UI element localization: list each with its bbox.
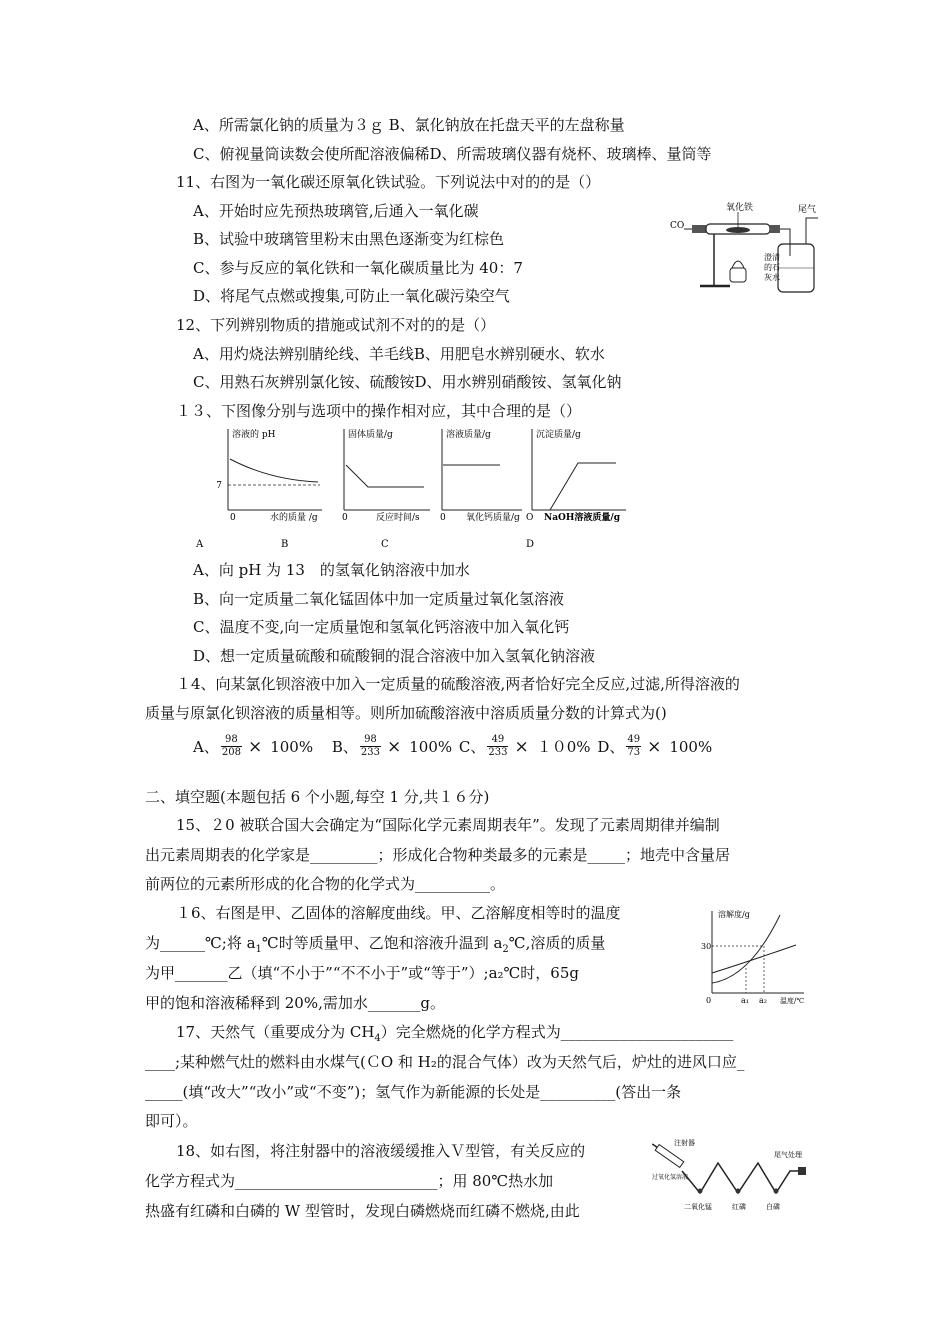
q14-option-c: C、 $\frac{49}{233}$ × １０0% (458, 734, 591, 758)
graph-a-curve (230, 459, 318, 482)
q12-option-cd: C、用熟石灰辨别氯化铵、硫酸铵D、用水辨别硝酸铵、氢氧化钠 (193, 373, 622, 391)
q11-option-a: A、开始时应先预热玻璃管,后通入一氧化碳 (193, 202, 479, 220)
graph-a-ylabel: 溶液的 pH (232, 430, 276, 440)
graph-b-origin: 0 (342, 513, 348, 523)
q13-option-a: A、向 pH 为 13 的氢氧化钠溶液中加水 (193, 561, 470, 579)
q13-option-b: B、向一定质量二氧化锰固体中加一定质量过氧化氢溶液 (193, 590, 565, 608)
q18-line-3: 热盛有红磷和白磷的 W 型管时，发现白磷燃烧而红磷不燃烧,由此 (145, 1202, 580, 1220)
q10-option-cd: C、俯视量筒读数会使所配溶液偏稀D、所需玻璃仪器有烧杯、玻璃棒、量筒等 (193, 145, 712, 163)
graph-a-letter: A (196, 539, 204, 550)
w-tube-apparatus-figure (648, 1135, 814, 1215)
mno2-label: 二氧化锰 (684, 1203, 712, 1211)
q13-option-c: C、温度不变,向一定质量饱和氢氧化钙溶液中加入氧化钙 (193, 618, 570, 636)
q15-line-3: 前两位的元素所形成的化合物的化学式为__________。 (145, 875, 506, 893)
solubility-y30: 30 (701, 942, 712, 951)
graph-c (381, 428, 522, 550)
alcohol-lamp (730, 268, 746, 282)
graph-b-letter: B (281, 539, 289, 550)
q14-option-d: D、 $\frac{49}{73}$ × 100% (597, 734, 713, 758)
tail-treatment-label: 尾气处理 (774, 1151, 802, 1159)
white-p-dot (774, 1189, 779, 1194)
solubility-a2: a₂ (759, 996, 767, 1005)
white-p-label: 白磷 (766, 1203, 780, 1211)
solubility-a1: a₁ (741, 996, 749, 1005)
q13-option-d: D、想一定质量硫酸和硫酸铜的混合溶液中加入氢氧化钠溶液 (193, 647, 596, 665)
q14-line-2: 质量与原氯化钡溶液的质量相等。则所加硫酸溶液中溶质质量分数的计算式为() (145, 704, 667, 722)
limewater-label-3: 灰水 (764, 273, 780, 282)
q14-line-1: １4、向某氯化钡溶液中加入一定质量的硫酸溶液,两者恰好完全反应,过滤,所得溶液的 (176, 675, 740, 693)
graph-d-letter: D (526, 539, 535, 550)
tail-gas-label: 尾气 (798, 205, 817, 215)
solubility-xlabel: 温度/℃ (780, 997, 805, 1005)
graph-b-xlabel: 反应时间/s (376, 513, 420, 523)
q17-line-2: ____;某种燃气灶的燃料由水煤气(ＣO 和 H₂的混合气体）改为天然气后，炉灶的进风口应_ (145, 1053, 745, 1071)
q10-option-ab: A、所需氯化钠的质量为３ｇ B、氯化钠放在托盘天平的左盘称量 (193, 116, 625, 134)
graph-d-line (533, 463, 616, 510)
q11-option-b: B、试验中玻璃管里粉末由黑色逐渐变为红棕色 (193, 230, 505, 248)
stopper-left (692, 225, 706, 233)
red-p-dot (736, 1189, 741, 1194)
solubility-curve-figure (700, 905, 812, 1007)
solubility-origin: 0 (706, 996, 712, 1005)
graph-d-ylabel: 沉淀质量/g (536, 430, 581, 440)
q17-line-1: 17、天然气（重要成分为 $CH_4$）完全燃烧的化学方程式为_______________________ (176, 1023, 734, 1044)
graph-b-ylabel: 固体质量/g (348, 430, 393, 440)
tail-stopper (798, 1167, 806, 1175)
solubility-ylabel: 溶解度/g (718, 910, 750, 919)
q18-line-1: 18、如右图，将注射器中的溶液缓缓推入Ｖ型管，有关反应的 (176, 1142, 586, 1160)
limewater-label-2: 的石 (764, 263, 780, 272)
q16-line-4: 甲的饱和溶液稀释到 20%,需加水_______g。 (145, 994, 445, 1012)
graph-c-origin: 0 (440, 513, 446, 523)
iron-oxide-label: 氧化铁 (726, 203, 754, 213)
red-p-label: 红磷 (732, 1203, 746, 1211)
section-2-heading: 二、填空题(本题包括 6 个小题,每空 1 分,共１６分) (145, 788, 490, 806)
q13-graphs-figure (190, 425, 640, 555)
alcohol-lamp-flame (732, 261, 744, 268)
graph-c-xlabel: 氧化钙质量/g (466, 513, 520, 523)
limewater-label-1: 澄清 (764, 253, 780, 262)
q17-line-4: 即可）。 (145, 1112, 198, 1130)
graph-a-seven: 7 (216, 481, 222, 491)
graph-b (281, 428, 430, 550)
q17-line-3: _____(填“改大”“改小”或“不变”)；氢气作为新能源的长处是__________(答出一条 (145, 1083, 682, 1101)
iron-oxide-powder (726, 227, 750, 233)
q14-options (193, 734, 712, 768)
q12-stem: 12、下列辨别物质的措施或试剂不对的的是（） (176, 316, 496, 334)
graph-c-ylabel: 溶液质量/g (446, 430, 491, 440)
graph-d-xlabel: NaOH溶液质量/g (544, 513, 620, 523)
q14-option-b: B、 $\frac{98}{233}$ × 100% (331, 734, 453, 758)
q13-stem: １３、下图像分别与选项中的操作相对应，其中合理的是（） (176, 402, 582, 420)
solution-label: 过氧化氢溶液 (652, 1174, 689, 1181)
mno2-dot (698, 1189, 703, 1194)
co-reduction-apparatus-figure (668, 198, 828, 298)
graph-a (195, 428, 322, 550)
syringe-label: 注射器 (674, 1139, 695, 1147)
q15-line-1: 15、２0 被联合国大会确定为“国际化学元素周期表年”。发现了元素周期律并编制 (176, 816, 720, 834)
graph-a-xlabel: 水的质量 /g (270, 513, 318, 523)
graph-b-line (346, 465, 424, 487)
graph-d (526, 428, 626, 550)
q11-option-d: D、将尾气点燃或搜集,可防止一氧化碳污染空气 (193, 287, 510, 305)
co-label: CO (670, 221, 685, 231)
q16-line-1: １6、右图是甲、乙固体的溶解度曲线。甲、乙溶解度相等时的温度 (176, 904, 621, 922)
q15-line-2: 出元素周期表的化学家是_________；形成化合物种类最多的元素是_____；地壳中含量居 (145, 846, 731, 864)
curve-yi (712, 945, 796, 973)
graph-c-letter: C (381, 539, 389, 550)
q12-option-ab: A、用灼烧法辨别腈纶线、羊毛线B、用肥皂水辨别硬水、软水 (193, 345, 605, 363)
syringe (655, 1145, 684, 1168)
q14-option-a: A、 $\frac{98}{208}$ × 100% (193, 734, 314, 758)
graph-a-origin: 0 (230, 513, 236, 523)
q16-line-3: 为甲_______乙（填“不小于”“不不小于”或“等于”）;a₂℃时，65g (145, 964, 579, 982)
graph-d-origin: O (526, 513, 534, 523)
w-tube (682, 1163, 800, 1193)
q11-stem: 11、右图为一氧化碳还原氧化铁试验。下列说法中对的的是（） (176, 173, 601, 191)
q11-option-c: C、参与反应的氧化铁和一氧化碳质量比为 40：7 (193, 259, 523, 277)
q16-line-2: 为______℃;将 $a_1℃$时等质量甲、乙饱和溶液升温到 $a_2℃$,溶质的质量 (145, 934, 606, 955)
q18-line-2: 化学方程式为___________________________；用 80℃热水加 (145, 1172, 554, 1190)
